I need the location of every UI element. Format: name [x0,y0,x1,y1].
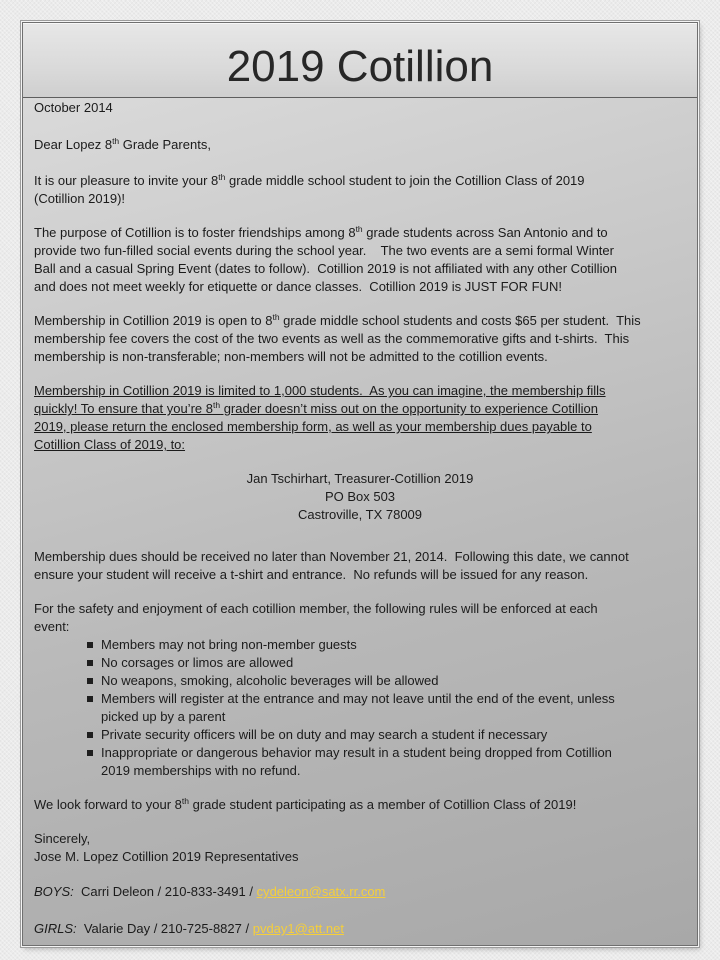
boys-contact-line [34,883,686,901]
limit-text: quickly! To ensure that you’re 8 [34,401,213,416]
greeting-text-end: Grade Parents, [119,137,211,152]
purpose-line: provide two fun-filled social events during the school year. The two events are a semi formal Winter [34,243,614,258]
boys-contact [34,883,686,901]
square-bullet-icon [87,642,93,648]
purpose-line [34,224,686,242]
purpose-line: and does not meet weekly for etiquette or dance classes. Cotillion 2019 is JUST FOR FUN! [34,279,562,294]
list-item-text: Private security officers will be on duty and may search a student if necessary [101,727,548,742]
invite-line: (Cotillion 2019)! [34,191,126,206]
girls-contact-line [34,920,686,938]
square-bullet-icon [87,660,93,666]
ordinal-suffix: th [181,796,189,806]
address-recipient: Jan Tschirhart, Treasurer-Cotillion 2019 [246,471,474,486]
rules-section [34,600,686,780]
membership-line: membership fee covers the cost of the two events as well as the commemorative gifts and t-shirts. This [34,331,630,346]
closing-paragraph [34,796,686,814]
limit-line: Membership in Cotillion 2019 is limited to 1,000 students. As you can imagine, the membership fills [34,383,606,398]
deadline-line: ensure your student will receive a t-shirt and entrance. No refunds will be issued for any reason. [34,567,589,582]
membership-line: membership is non-transferable; non-members will not be admitted to the cotillion events. [34,349,548,364]
address-po-box: PO Box 503 [324,489,396,504]
closing-text-end: grade student participating as a member of Cotillion Class of 2019! [188,797,577,812]
limit-line: 2019, please return the enclosed membership form, as well as your membership dues payable to [34,419,592,434]
membership-line [34,312,686,330]
letter-body [23,98,697,938]
signoff [34,830,686,866]
list-item-text: Members may not bring non-member guests [101,637,357,652]
purpose-paragraph [34,224,686,296]
square-bullet-icon [87,696,93,702]
list-item-text: No weapons, smoking, alcoholic beverages will be allowed [101,673,439,688]
list-item [34,744,686,780]
list-item [34,690,686,726]
invite-line [34,172,686,190]
signature-line: Jose M. Lopez Cotillion 2019 Representatives [34,849,299,864]
purpose-text-end: grade students across San Antonio and to [362,225,608,240]
title-bar [23,23,697,98]
contact-group-label: BOYS: [34,884,74,899]
boys-contact-email-link[interactable]: cydeleon@satx.rr.com [256,884,386,899]
list-item [34,672,686,690]
girls-contact [34,920,686,938]
purpose-line: Ball and a casual Spring Event (dates to follow). Cotillion 2019 is not affiliated with any other Cotillion [34,261,617,276]
contact-details: Carri Deleon / 210-833-3491 / [73,884,257,899]
list-item [34,636,686,654]
letter-date: October 2014 [34,100,113,115]
closing-line [34,796,686,814]
ordinal-suffix: th [218,172,226,182]
purpose-text: The purpose of Cotillion is to foster friendships among 8 [34,225,356,240]
square-bullet-icon [87,678,93,684]
ordinal-suffix: th [112,136,120,146]
rules-intro-line: For the safety and enjoyment of each cotillion member, the following rules will be enforced at each [34,601,598,616]
invite-text: It is our pleasure to invite your 8 [34,173,219,188]
address-city: Castroville, TX 78009 [297,507,423,522]
invite-paragraph [34,172,686,208]
page-title: 2019 Cotillion [226,42,494,91]
mailing-address [34,470,686,524]
membership-text-end: grade middle school students and costs $65 per student. This [279,313,641,328]
list-item-text: Inappropriate or dangerous behavior may result in a student being dropped from Cotillion [101,745,612,760]
contact-details: Valarie Day / 210-725-8827 / [76,921,253,936]
membership-paragraph [34,312,686,366]
greeting-text: Dear Lopez 8 [34,137,113,152]
list-item [34,726,686,744]
date-paragraph [34,99,686,117]
contact-group-label: GIRLS: [34,921,77,936]
greeting-paragraph [34,136,686,154]
deadline-paragraph [34,548,686,584]
list-item-text: No corsages or limos are allowed [101,655,294,670]
deadline-line: Membership dues should be received no later than November 21, 2014. Following this date, we cannot [34,549,629,564]
list-item-text: picked up by a parent [101,709,226,724]
limit-line: Cotillion Class of 2019, to: [34,437,186,452]
square-bullet-icon [87,732,93,738]
list-item-text: 2019 memberships with no refund. [101,763,301,778]
ordinal-suffix: th [212,400,221,410]
list-item-text: Members will register at the entrance and may not leave until the end of the event, unless [101,691,615,706]
rules-list [34,636,686,780]
limit-text-end: grader doesn’t miss out on the opportunity to experience Cotillion [220,401,599,416]
girls-contact-email-link[interactable]: pvday1@att.net [252,921,344,936]
signoff-line: Sincerely, [34,831,91,846]
letter-panel [22,22,698,946]
limit-line [34,400,686,418]
ordinal-suffix: th [272,312,280,322]
ordinal-suffix: th [355,224,363,234]
rules-intro-line: event: [34,619,70,634]
membership-text: Membership in Cotillion 2019 is open to 8 [34,313,273,328]
list-item [34,654,686,672]
invite-text-end: grade middle school student to join the Cotillion Class of 2019 [225,173,585,188]
square-bullet-icon [87,750,93,756]
greeting-line [34,136,686,154]
membership-limit-paragraph [34,382,686,454]
closing-text: We look forward to your 8 [34,797,182,812]
